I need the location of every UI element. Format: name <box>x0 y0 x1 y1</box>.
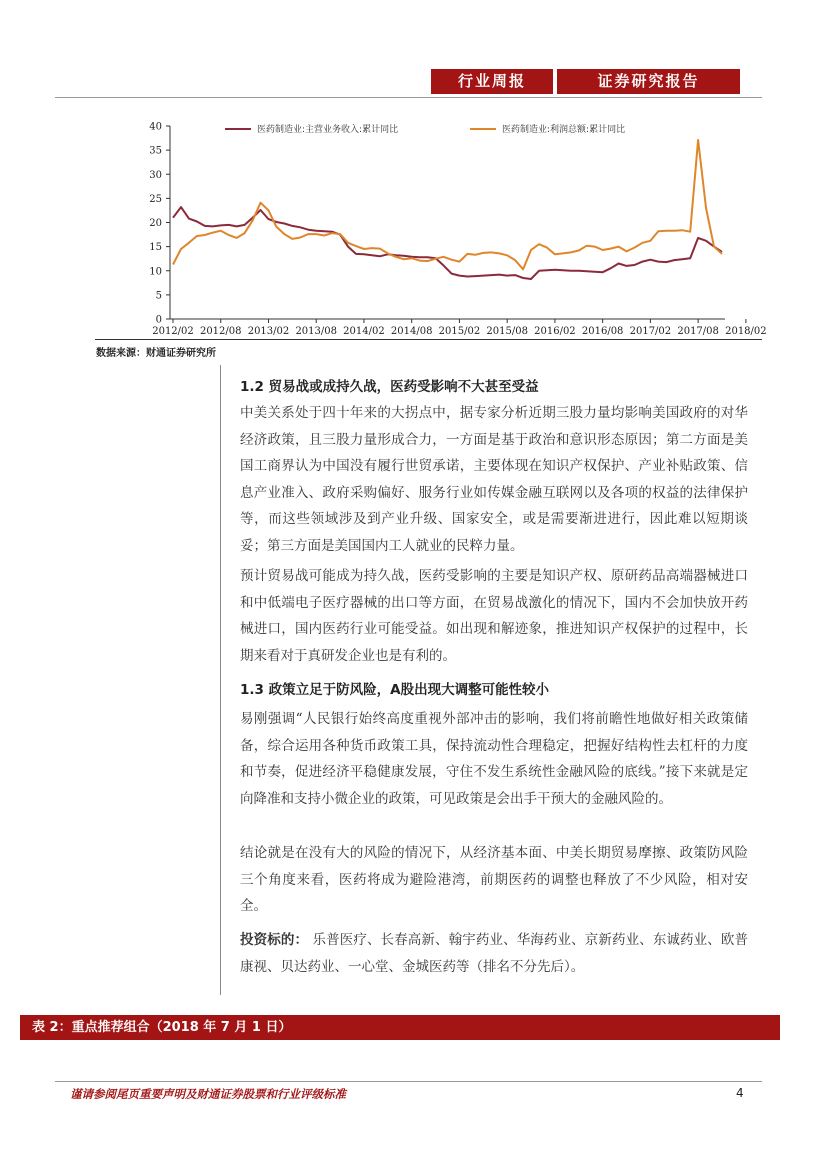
y-tick-label: 15 <box>149 242 162 254</box>
targets-list: 乐普医疗、长春高新、翰宇药业、华海药业、京新药业、东诚药业、欧普康视、贝达药业、一心堂、金城医药等（排名不分先后）。 <box>240 932 749 975</box>
page-number: 4 <box>736 1086 744 1100</box>
paragraph: 中美关系处于四十年来的大拐点中，据专家分析近期三股力量均影响美国政府的对华经济政策，且三股力量形成合力，一方面是基于政治和意识形态原因；第二方面是美国工商界认为中国没有履行世贸承诺，主要体现在知识产权保护、产业补贴政策、信息产业准入、政府采购偏好、服务行业如传媒金融互联网以及各项的权益的法律保护等，而这些领域涉及到产业升级、国家安全，或是需要渐进进行，因此难以短期谈妥；第三方面是美国国内工人就业的民粹力量。 <box>240 405 748 554</box>
y-tick-label: 40 <box>149 121 162 133</box>
y-tick-label: 25 <box>149 193 162 205</box>
y-tick-label: 0 <box>155 314 162 326</box>
x-tick-label: 2016/08 <box>581 326 624 337</box>
x-tick-label: 2016/02 <box>534 326 576 337</box>
x-tick-label: 2017/02 <box>629 326 672 337</box>
x-tick-label: 2014/02 <box>343 326 385 337</box>
series-line-2 <box>173 140 722 269</box>
report-category-tag: 证券研究报告 <box>557 69 740 94</box>
x-tick-label: 2012/08 <box>199 326 242 337</box>
investment-targets <box>240 927 748 980</box>
series-line-1 <box>173 207 722 279</box>
y-tick-label: 5 <box>155 290 162 302</box>
table-title: 表 2：重点推荐组合（2018 年 7 月 1 日） <box>20 1015 780 1040</box>
legend-label-2: 医药制造业:利润总额:累计同比 <box>502 125 626 135</box>
report-type-tag: 行业周报 <box>431 69 553 94</box>
footer-disclaimer: 谨请参阅尾页重要声明及财通证券股票和行业评级标准 <box>70 1087 346 1101</box>
x-tick-label: 2017/08 <box>677 326 719 337</box>
x-tick-label: 2018/02 <box>725 326 767 337</box>
x-tick-label: 2013/02 <box>247 326 290 337</box>
targets-label: 投资标的： <box>240 932 309 948</box>
section-heading-1-3: 1.3 政策立足于防风险，A股出现大调整可能性较小 <box>240 682 550 698</box>
paragraph: 结论就是在没有大的风险的情况下，从经济基本面、中美长期贸易摩擦、政策防风险三个角度来看，医药将成为避险港湾，前期医药的调整也释放了不少风险，相对安全。 <box>240 845 748 914</box>
y-tick-label: 30 <box>149 169 162 181</box>
chart-bottom-rule <box>95 339 762 340</box>
footer-divider <box>55 1081 762 1082</box>
y-tick-label: 35 <box>149 145 162 157</box>
x-tick-label: 2012/02 <box>152 326 194 337</box>
x-tick-label: 2015/02 <box>438 326 481 337</box>
growth-line-chart <box>130 112 767 337</box>
x-tick-label: 2015/08 <box>486 326 528 337</box>
legend-label-1: 医药制造业:主营业务收入:累计同比 <box>257 125 399 135</box>
header-divider <box>55 97 762 98</box>
data-source: 数据来源：财通证券研究所 <box>96 348 216 359</box>
paragraph: 预计贸易战可能成为持久战，医药受影响的主要是知识产权、原研药品高端器械进口和中低端电子医疗器械的出口等方面，在贸易战激化的情况下，国内不会加快放开药械进口，国内医药行业可能受益。如出现和解迹象，推进知识产权保护的过程中，长期来看对于真研发企业也是有利的。 <box>240 568 748 664</box>
section-heading-1-2: 1.2 贸易战或成持久战，医药受影响不大甚至受益 <box>240 379 539 395</box>
x-tick-label: 2013/08 <box>295 326 337 337</box>
paragraph: 易刚强调“人民银行始终高度重视外部冲击的影响，我们将前瞻性地做好相关政策储备，综合运用各种货币政策工具，保持流动性合理稳定，把握好结构性去杠杆的力度和节奏，促进经济平稳健康发展，守住不发生系统性金融风险的底线。”接下来就是定向降准和支持小微企业的政策，可见政策是会出手干预大的金融风险的。 <box>240 711 748 807</box>
y-tick-label: 20 <box>149 218 162 229</box>
y-tick-label: 10 <box>149 266 162 278</box>
content-margin-rule <box>220 365 221 995</box>
x-tick-label: 2014/08 <box>390 326 433 337</box>
